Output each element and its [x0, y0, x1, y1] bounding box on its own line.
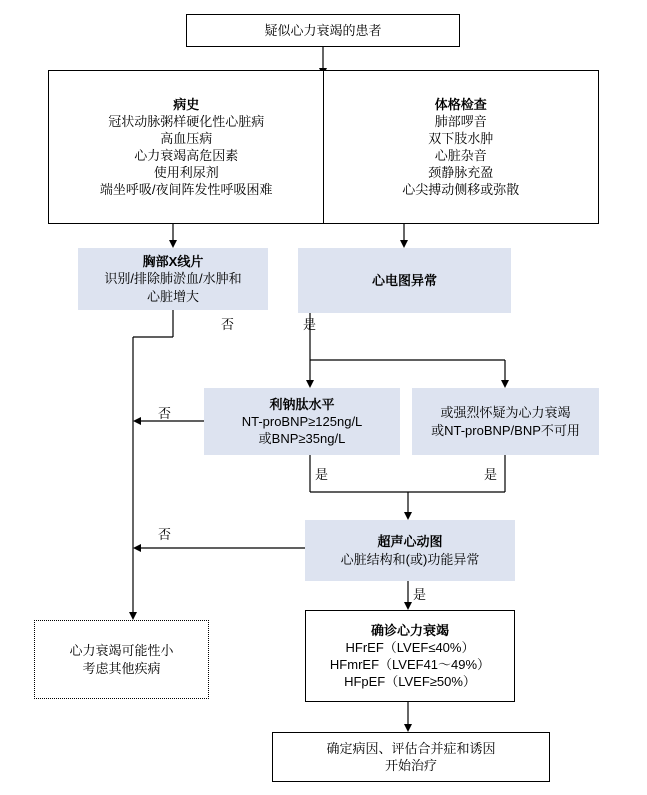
node-echocardiogram-item: 心脏结构和(或)功能异常: [340, 551, 480, 567]
edge-label-echo-yes: 是: [413, 587, 427, 602]
edge-label-xray-no: 否: [221, 317, 235, 332]
edge-label-bnp-no: 否: [158, 406, 172, 421]
node-natriuretic-peptide-item: 或BNP≥35ng/L: [258, 431, 346, 447]
node-chest-xray: [78, 248, 268, 310]
node-hf-diagnosis-item: HFmrEF（LVEF41～49%）: [329, 657, 491, 672]
edge-label-ecg-yes: 是: [303, 317, 317, 332]
node-history-item: 冠状动脉粥样硬化性心脏病: [108, 113, 265, 129]
node-treatment-item: 确定病因、评估合并症和诱因: [326, 740, 496, 756]
node-strong-suspicion: [412, 388, 599, 455]
node-chest-xray-item: 心脏增大: [146, 288, 199, 304]
node-ecg-abnormal-title: 心电图异常: [371, 272, 437, 288]
node-exam-item: 肺部啰音: [434, 113, 487, 129]
node-exam-item: 心脏杂音: [434, 148, 487, 163]
node-history-item: 心力衰竭高危因素: [134, 148, 239, 163]
node-chest-xray-item: 识别/排除肺淤血/水肿和: [104, 271, 242, 287]
node-exam-item: 心尖搏动侧移或弥散: [402, 182, 520, 198]
node-exam-item: 颈静脉充盈: [428, 165, 494, 181]
node-echocardiogram-title: 超声心动图: [377, 534, 443, 550]
node-exam-title: 体格检查: [434, 96, 487, 112]
node-history-item: 使用利尿剂: [153, 165, 219, 181]
edge-label-echo-no: 否: [158, 527, 172, 542]
edge-label-bnp-yes: 是: [315, 467, 329, 482]
node-history-item: 端坐呼吸/夜间阵发性呼吸困难: [99, 182, 273, 198]
node-hf-diagnosis-item: HFrEF（LVEF≤40%）: [345, 639, 475, 655]
node-hf-unlikely-item: 心力衰竭可能性小: [69, 643, 174, 659]
node-history-item: 高血压病: [160, 130, 213, 146]
node-hf-diagnosis-item: HFpEF（LVEF≥50%）: [344, 674, 476, 690]
node-hf-diagnosis: [305, 610, 515, 702]
node-history-title: 病史: [173, 96, 200, 112]
node-exam-item: 双下肢水肿: [428, 130, 494, 146]
node-natriuretic-peptide: [204, 388, 400, 455]
edge-label-strong-yes: 是: [484, 467, 498, 482]
node-ecg-abnormal: [298, 248, 511, 313]
node-physical-exam: [329, 96, 593, 199]
node-suspected-hf: [186, 14, 460, 47]
node-treatment-item: 开始治疗: [384, 758, 437, 773]
node-echocardiogram: [305, 520, 515, 581]
node-chest-xray-title: 胸部X线片: [142, 254, 204, 270]
node-hf-unlikely: [34, 620, 209, 699]
node-treatment: [272, 732, 550, 782]
node-natriuretic-peptide-item: NT-proBNP≥125ng/L: [241, 413, 363, 429]
node-history: [54, 96, 318, 199]
node-strong-suspicion-item: 或强烈怀疑为心力衰竭: [440, 405, 571, 421]
node-natriuretic-peptide-title: 利钠肽水平: [269, 396, 335, 412]
node-suspected-hf-text: 疑似心力衰竭的患者: [264, 22, 382, 38]
node-hf-unlikely-item: 考虑其他疾病: [82, 660, 161, 676]
node-strong-suspicion-item: 或NT-proBNP/BNP不可用: [431, 422, 580, 438]
history-exam-divider: [323, 71, 324, 223]
node-hf-diagnosis-title: 确诊心力衰竭: [370, 622, 449, 638]
